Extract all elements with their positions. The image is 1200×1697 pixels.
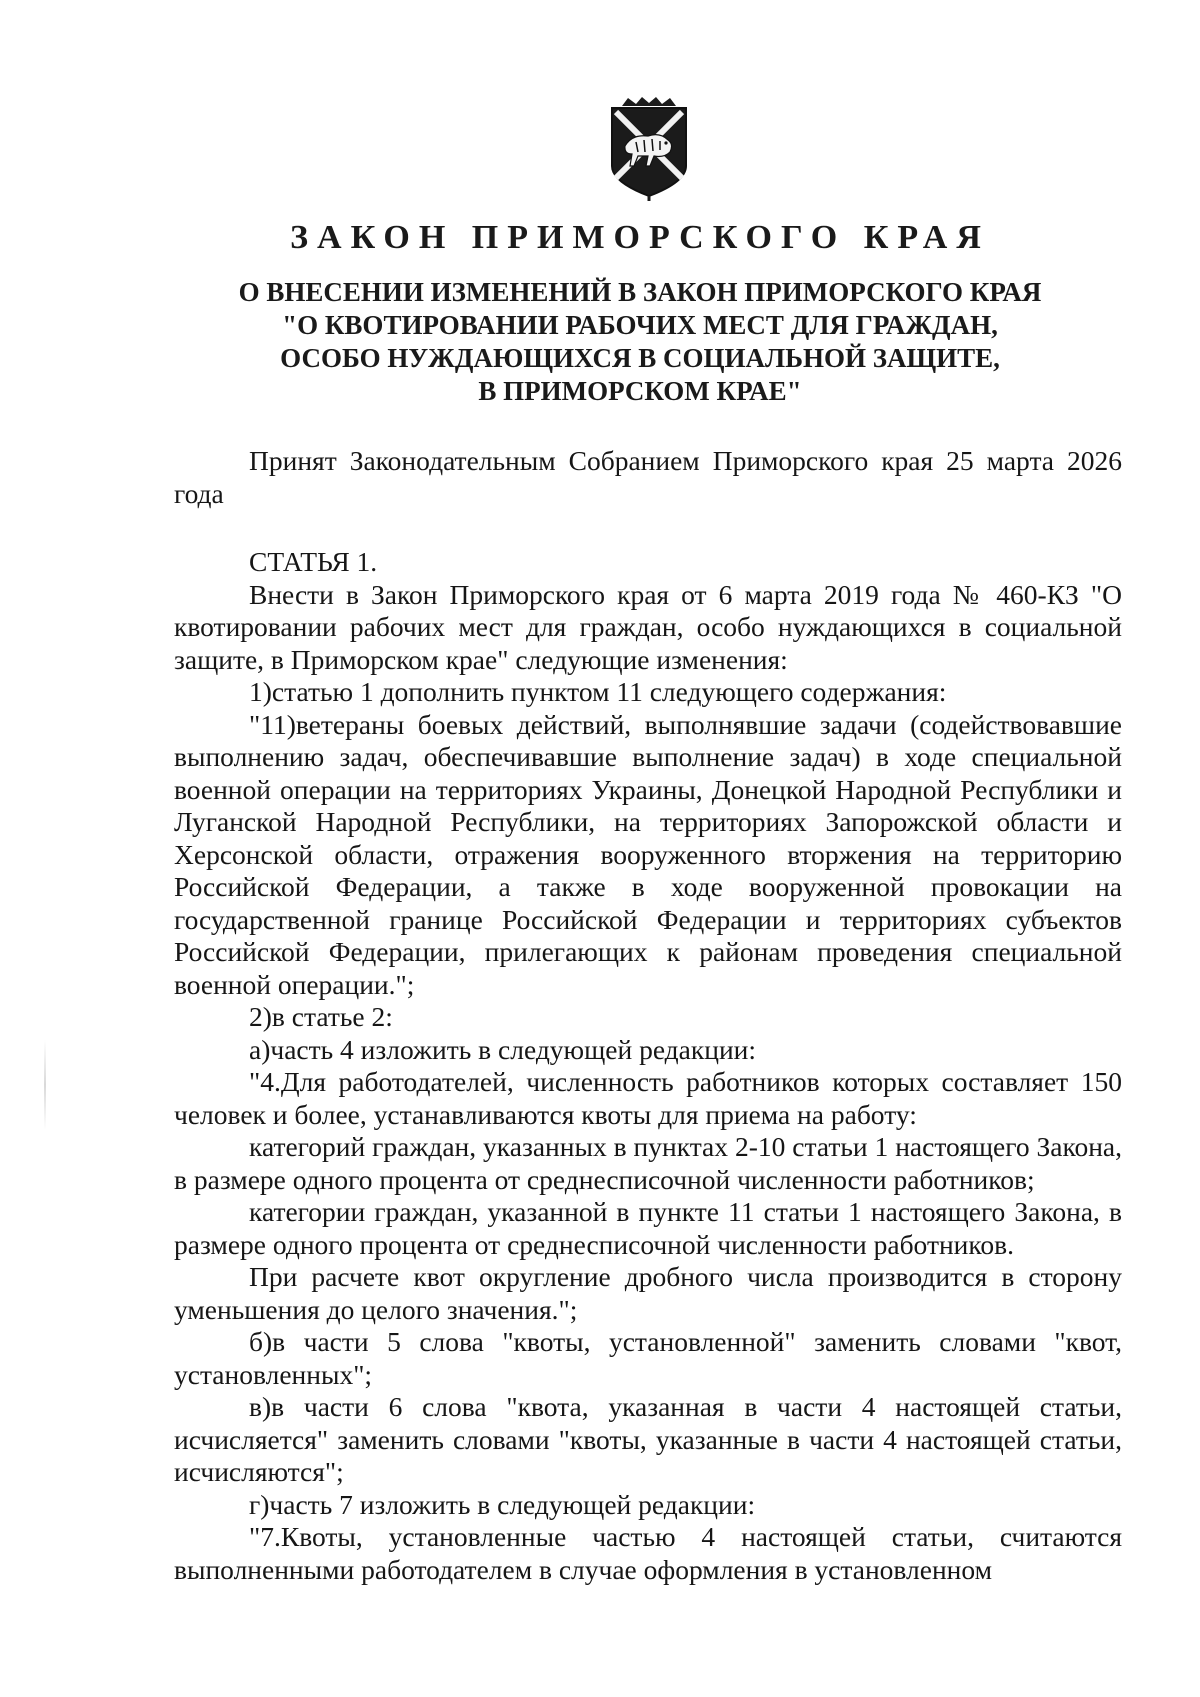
- paragraph: категории граждан, указанной в пункте 11 статьи 1 настоящего Закона, в размере одного процента от среднесписочной численности работников.: [174, 1196, 1122, 1260]
- primorsky-krai-coat-of-arms-icon: [608, 96, 690, 201]
- paragraph: 1)статью 1 дополнить пунктом 11 следующего содержания:: [249, 676, 947, 707]
- paragraph: Внести в Закон Приморского края от 6 марта 2019 года № 460-КЗ "О квотировании рабочих мест для граждан, особо нуждающихся в социальной защите, в Приморском крае" следующие изменения:: [174, 578, 1122, 675]
- scan-margin-mark: [44, 1040, 46, 1130]
- paragraph: "4.Для работодателей, численность работников которых составляет 150 человек и более, устанавливаются квоты для приема на работу:: [174, 1066, 1122, 1130]
- adoption-text: Принят Законодательным Собранием Приморского края 25 марта 2026 года: [174, 445, 1122, 509]
- subtitle-line: В ПРИМОРСКОМ КРАЕ": [478, 376, 802, 406]
- paragraph: а)часть 4 изложить в следующей редакции:: [249, 1033, 757, 1065]
- paragraph: в)в части 6 слова "квота, указанная в части 4 настоящей статьи, исчисляется" заменить словами "квоты, указанные в части 4 настоящей статьи, исчисляются";: [174, 1391, 1122, 1487]
- paragraph: г)часть 7 изложить в следующей редакции:: [249, 1488, 756, 1520]
- paragraph: При расчете квот округление дробного числа производится в сторону уменьшения до целого значения.";: [174, 1261, 1122, 1325]
- subtitle-line: О ВНЕСЕНИИ ИЗМЕНЕНИЙ В ЗАКОН ПРИМОРСКОГО КРАЯ: [238, 277, 1042, 307]
- article-1: [174, 546, 1122, 1586]
- law-title: ЗАКОН ПРИМОРСКОГО КРАЯ: [290, 219, 990, 256]
- paragraph: категорий граждан, указанных в пунктах 2-10 статьи 1 настоящего Закона, в размере одного процента от среднесписочной численности работников;: [174, 1131, 1122, 1195]
- law-subtitle: [160, 276, 1120, 408]
- paragraph: 2)в статье 2:: [249, 1001, 393, 1032]
- paragraph: "11)ветераны боевых действий, выполнявшие задачи (содействовавшие выполнению задач, обеспечивавшие выполнение задач) в ходе специальной военной операции на территориях Украины, Донецкой Народной Республики и Луганской Народной Республики, на территориях Запорожской области и Херсонской области, отражения вооруженного вторжения на территорию Российской Федерации, а также в ходе вооруженной провокации на государственной границе Российской Федерации и территориях субъектов Российской Федерации, прилегающих к районам проведения специальной военной операции.";: [174, 708, 1122, 1000]
- subtitle-line: ОСОБО НУЖДАЮЩИХСЯ В СОЦИАЛЬНОЙ ЗАЩИТЕ,: [280, 343, 1000, 373]
- article-heading: СТАТЬЯ 1.: [249, 546, 378, 577]
- adoption-note: [174, 445, 1122, 510]
- paragraph: б)в части 5 слова "квоты, установленной" заменить словами "квот, установленных";: [174, 1326, 1122, 1390]
- subtitle-line: "О КВОТИРОВАНИИ РАБОЧИХ МЕСТ ДЛЯ ГРАЖДАН,: [282, 310, 998, 340]
- paragraph: "7.Квоты, установленные частью 4 настоящей статьи, считаются выполненными работодателем в случае оформления в установленном: [174, 1521, 1122, 1585]
